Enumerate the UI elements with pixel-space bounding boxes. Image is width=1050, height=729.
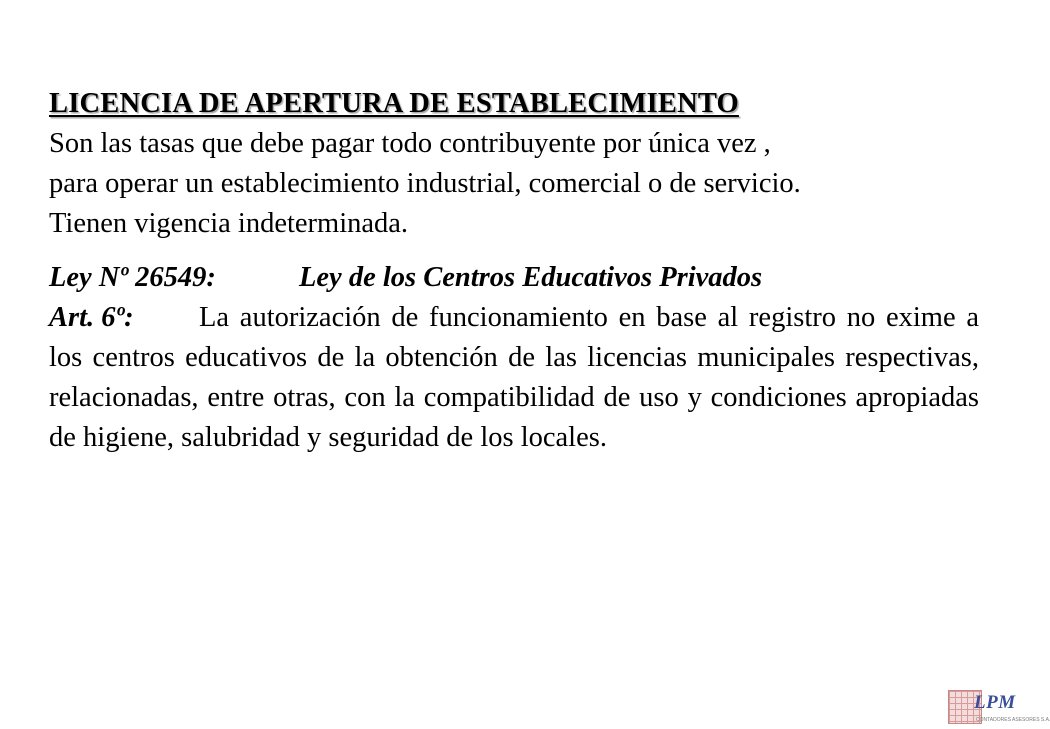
license-line-2: para operar un establecimiento industrial, comercial o de servicio. bbox=[49, 168, 801, 199]
license-line-1: Son las tasas que debe pagar todo contribuyente por única vez , bbox=[49, 128, 771, 159]
license-line-3: Tienen vigencia indeterminada. bbox=[49, 208, 409, 239]
article-label: Art. 6º: bbox=[49, 302, 134, 333]
article-paragraph bbox=[49, 298, 979, 458]
law-number: Ley Nº 26549: bbox=[49, 262, 216, 293]
license-heading: LICENCIA DE APERTURA DE ESTABLECIMIENTO bbox=[49, 88, 739, 119]
logo-subtext: CONTADORES ASESORES S.A. bbox=[976, 717, 1050, 723]
slide-content bbox=[49, 84, 979, 458]
article-text: La autorización de funcionamiento en base al registro no exime a los centros educativos de la obtención de las licencias municipales respectivas, relacionadas, entre otras, con la compatibilidad de uso y condiciones apropiadas de higiene, salubridad y seguridad de los locales. bbox=[49, 302, 979, 453]
logo-text: LPM bbox=[974, 692, 1016, 713]
law-title: Ley de los Centros Educativos Privados bbox=[299, 262, 763, 293]
law-block bbox=[49, 258, 979, 458]
law-title-line bbox=[49, 258, 979, 298]
lpm-logo bbox=[948, 690, 1050, 726]
